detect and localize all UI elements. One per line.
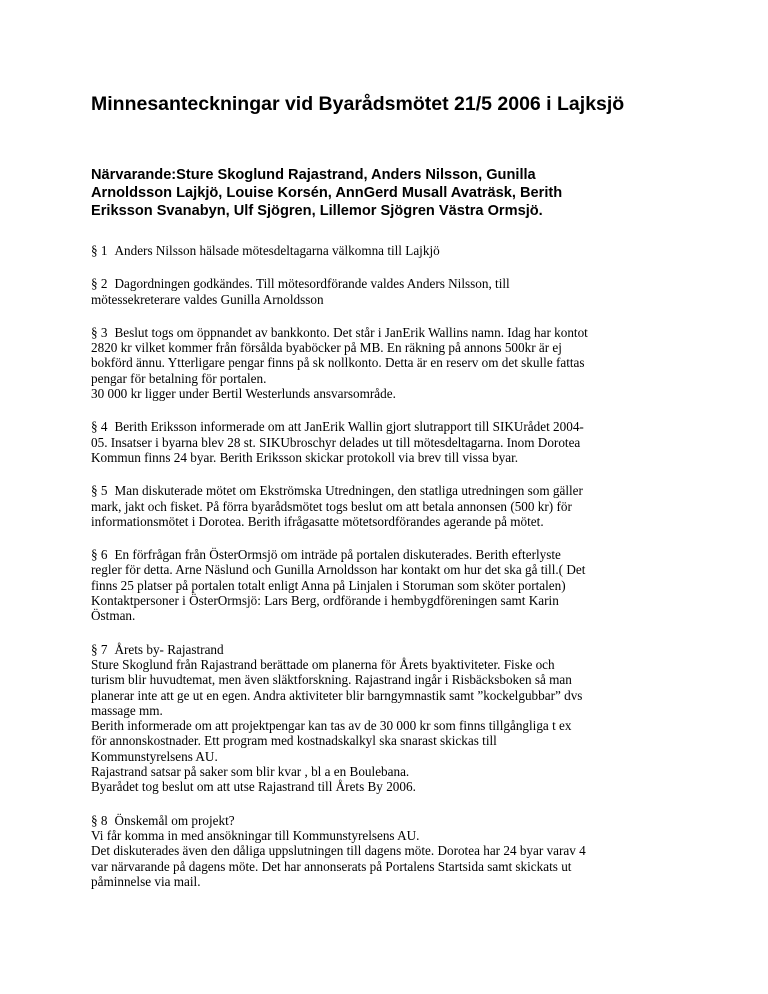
paragraph-text: Anders Nilsson hälsade mötesdeltagarna välkomna till Lajkjö [114, 243, 440, 258]
paragraph-2 [91, 276, 691, 307]
paragraph-text: Rajastrand satsar på saker som blir kvar , bl a en Boulebana. [91, 764, 410, 780]
paragraph-text: Kontaktpersoner i ÖsterOrmsjö: Lars Berg, ordförande i hembygdföreningen samt Karin [91, 593, 559, 609]
paragraph-text: Önskemål om projekt? [114, 812, 235, 828]
paragraph-text: mark, jakt och fisket. På förra byarådsmötet togs beslut om att betala annonsen (500 kr) för [91, 498, 572, 514]
paragraph-number: § 4 [91, 419, 108, 435]
paragraph-number: § 8 [91, 812, 108, 828]
paragraph-text: Berith informerade om att projektpengar kan tas av de 30 000 kr som finns tillgångliga t ex [91, 718, 572, 734]
paragraph-6 [91, 547, 691, 623]
paragraph-number: § 2 [91, 276, 108, 292]
attendees-line: Eriksson Svanabyn, Ulf Sjögren, Lillemor Sjögren Västra Ormsjö. [91, 203, 543, 219]
paragraph-number: § 3 [91, 324, 108, 340]
paragraph-text: Vi får komma in med ansökningar till Kommunstyrelsens AU. [91, 827, 420, 843]
paragraph-text: 05. Insatser i byarna blev 28 st. SIKUbroschyr delades ut till mötesdeltagarna. Inom Dorotea [91, 434, 581, 450]
paragraph-8 [91, 813, 691, 889]
paragraph-text: Berith Eriksson informerade om att JanErik Wallin gjort slutrapport till SIKUrådet 2004- [114, 419, 584, 435]
paragraph-text: En förfrågan från ÖsterOrmsjö om inträde på portalen diskuterades. Berith efterlyste [114, 547, 561, 563]
paragraph-text: informationsmötet i Dorotea. Berith ifrågasatte mötetsordförandes agerande på mötet. [91, 513, 544, 529]
paragraph-text: finns 25 platser på portalen totalt enligt Anna på Linjalen i Storuman som sköter portalen) [91, 577, 566, 593]
paragraph-1 [91, 243, 691, 258]
paragraph-text: påminnelse via mail. [91, 873, 201, 889]
paragraph-text: Byarådet tog beslut om att utse Rajastrand till Årets By 2006. [91, 779, 416, 795]
paragraph-text: Kommun finns 24 byar. Berith Eriksson skickar protokoll via brev till vissa byar. [91, 449, 519, 465]
paragraph-7 [91, 642, 691, 795]
paragraph-number: § 5 [91, 483, 108, 499]
attendees-line: Närvarande:Sture Skoglund Rajastrand, Anders Nilsson, Gunilla [91, 167, 536, 183]
paragraph-text: Man diskuterade mötet om Ekströmska Utredningen, den statliga utredningen som gäller [114, 483, 583, 499]
paragraph-text: mötessekreterare valdes Gunilla Arnoldsson [91, 291, 324, 307]
paragraph-text: pengar för betalning för portalen. [91, 370, 267, 386]
paragraph-3 [91, 325, 691, 401]
minutes-body [91, 243, 691, 907]
paragraph-text: massage mm. [91, 702, 163, 718]
paragraph-text: Det diskuterades även den dåliga uppslutningen till dagens möte. Dorotea har 24 byar varav 4 [91, 843, 586, 859]
paragraph-text: bokförd ännu. Ytterligare pengar finns på sk nollkonto. Detta är en reserv om det skulle fattas [91, 355, 585, 371]
paragraph-text: 2820 kr vilket kommer från försålda byaböcker på MB. En räkning på annons 500kr är ej [91, 340, 562, 356]
paragraph-5 [91, 483, 691, 529]
attendees-paragraph [91, 166, 711, 220]
paragraph-text: Kommunstyrelsens AU. [91, 748, 218, 764]
paragraph-text: för annonskostnader. Ett program med kostnadskalkyl ska snarast skickas till [91, 733, 497, 749]
paragraph-text: Sture Skoglund från Rajastrand berättade om planerna för Årets byaktiviteter. Fiske och [91, 656, 555, 672]
paragraph-text: Beslut togs om öppnandet av bankkonto. Det står i JanErik Wallins namn. Idag har kontot [114, 324, 588, 340]
paragraph-number: § 1 [91, 243, 108, 258]
paragraph-text: planerar inte att ge ut en egen. Andra aktiviteter blir barngymnastik samt ”kockelgubbar” dvs [91, 687, 583, 703]
paragraph-text: Dagordningen godkändes. Till mötesordförande valdes Anders Nilsson, till [114, 276, 510, 292]
paragraph-text: var närvarande på dagens möte. Det har annonserats på Portalens Startsida samt skickats ut [91, 858, 572, 874]
paragraph-number: § 7 [91, 641, 108, 657]
paragraph-text: 30 000 kr ligger under Bertil Westerlunds ansvarsområde. [91, 386, 396, 402]
paragraph-text: Östman. [91, 608, 136, 624]
paragraph-text: regler för detta. Arne Näslund och Gunilla Arnoldsson har kontakt om hur det ska gå till.( Det [91, 562, 586, 578]
attendees-line: Arnoldsson Lajkjö, Louise Korsén, AnnGerd Musall Avaträsk, Berith [91, 185, 563, 201]
paragraph-text: turism blir huvudtemat, men även släktforskning. Rajastrand ingår i Risbäcksboken så man [91, 672, 572, 688]
paragraph-text: Årets by- Rajastrand [114, 641, 224, 657]
paragraph-4 [91, 419, 691, 465]
document-title: Minnesanteckningar vid Byarådsmötet 21/5 2006 i Lajksjö [91, 93, 625, 115]
paragraph-number: § 6 [91, 547, 108, 563]
